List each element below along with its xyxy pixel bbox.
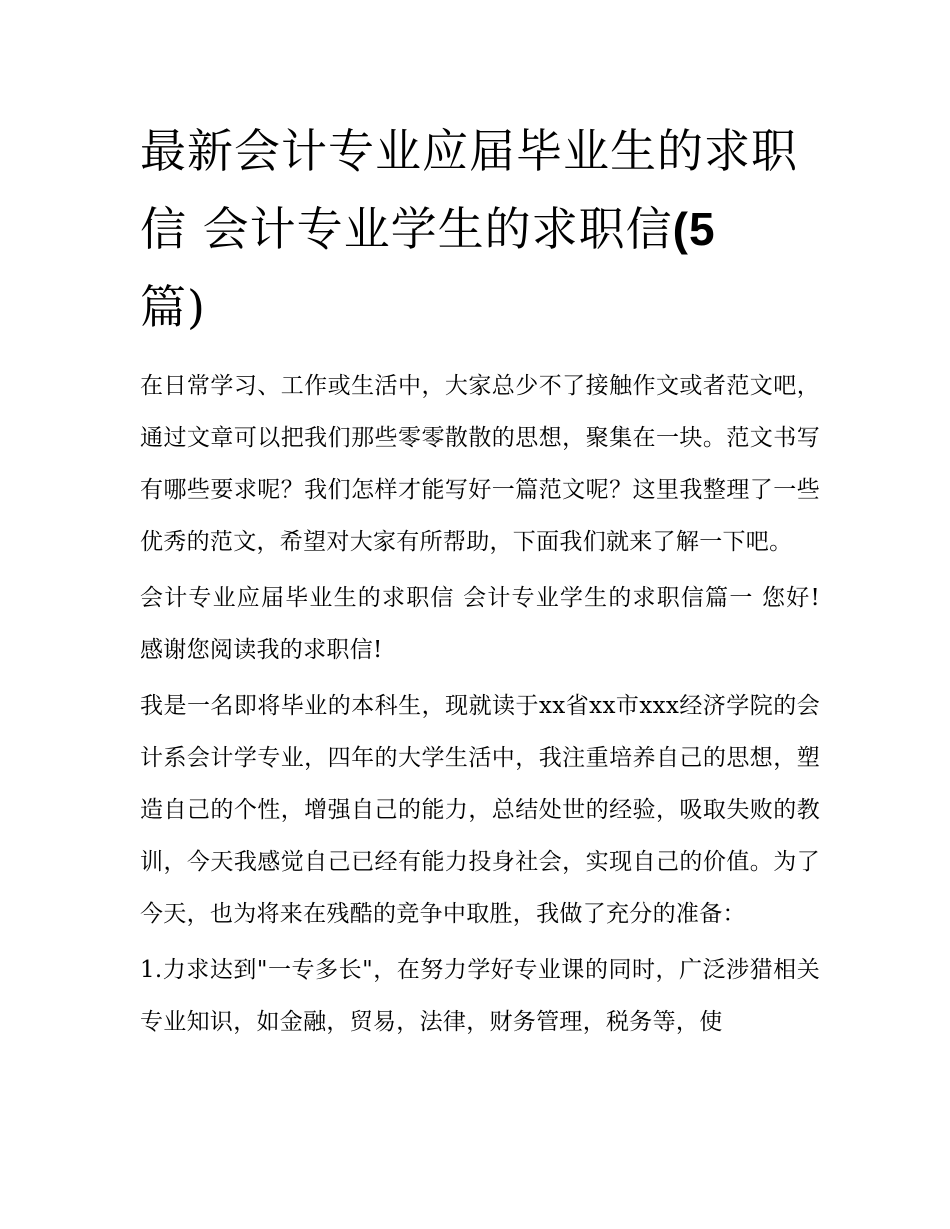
letter-heading-paragraph: 会计专业应届毕业生的求职信 会计专业学生的求职信篇一 您好! 感谢您阅读我的求职信! [140, 585, 820, 663]
title-suffix-text: 篇) [140, 280, 206, 334]
preparation-item-1-paragraph: 1.力求达到"一专多长"，在努力学好专业课的同时，广泛涉猎相关专业知识，如金融，贸易，法律，财务管理，税务等，使 [140, 957, 820, 1035]
self-introduction-paragraph: 我是一名即将毕业的本科生，现就读于xx省xx市xxx经济学院的会计系会计学专业，四年的大学生活中，我注重培养自己的思想，塑造自己的个性，增强自己的能力，总结处世的经验，吸取失败的教训，今天我感觉自己已经有能力投身社会，实现自己的价值。为了今天，也为将来在残酷的竞争中取胜，我做了充分的准备： [140, 693, 820, 927]
title-main-text: 最新会计专业应届毕业生的求职信 会计专业学生的求职信 [140, 124, 798, 256]
intro-paragraph: 在日常学习、工作或生活中，大家总少不了接触作文或者范文吧，通过文章可以把我们那些零零散散的思想，聚集在一块。范文书写有哪些要求呢？我们怎样才能写好一篇范文呢？这里我整理了一些优秀的范文，希望对大家有所帮助，下面我们就来了解一下吧。 [140, 373, 820, 555]
title-count-text: (5 [672, 203, 716, 255]
document-body [140, 112, 820, 1052]
document-title [140, 112, 820, 346]
